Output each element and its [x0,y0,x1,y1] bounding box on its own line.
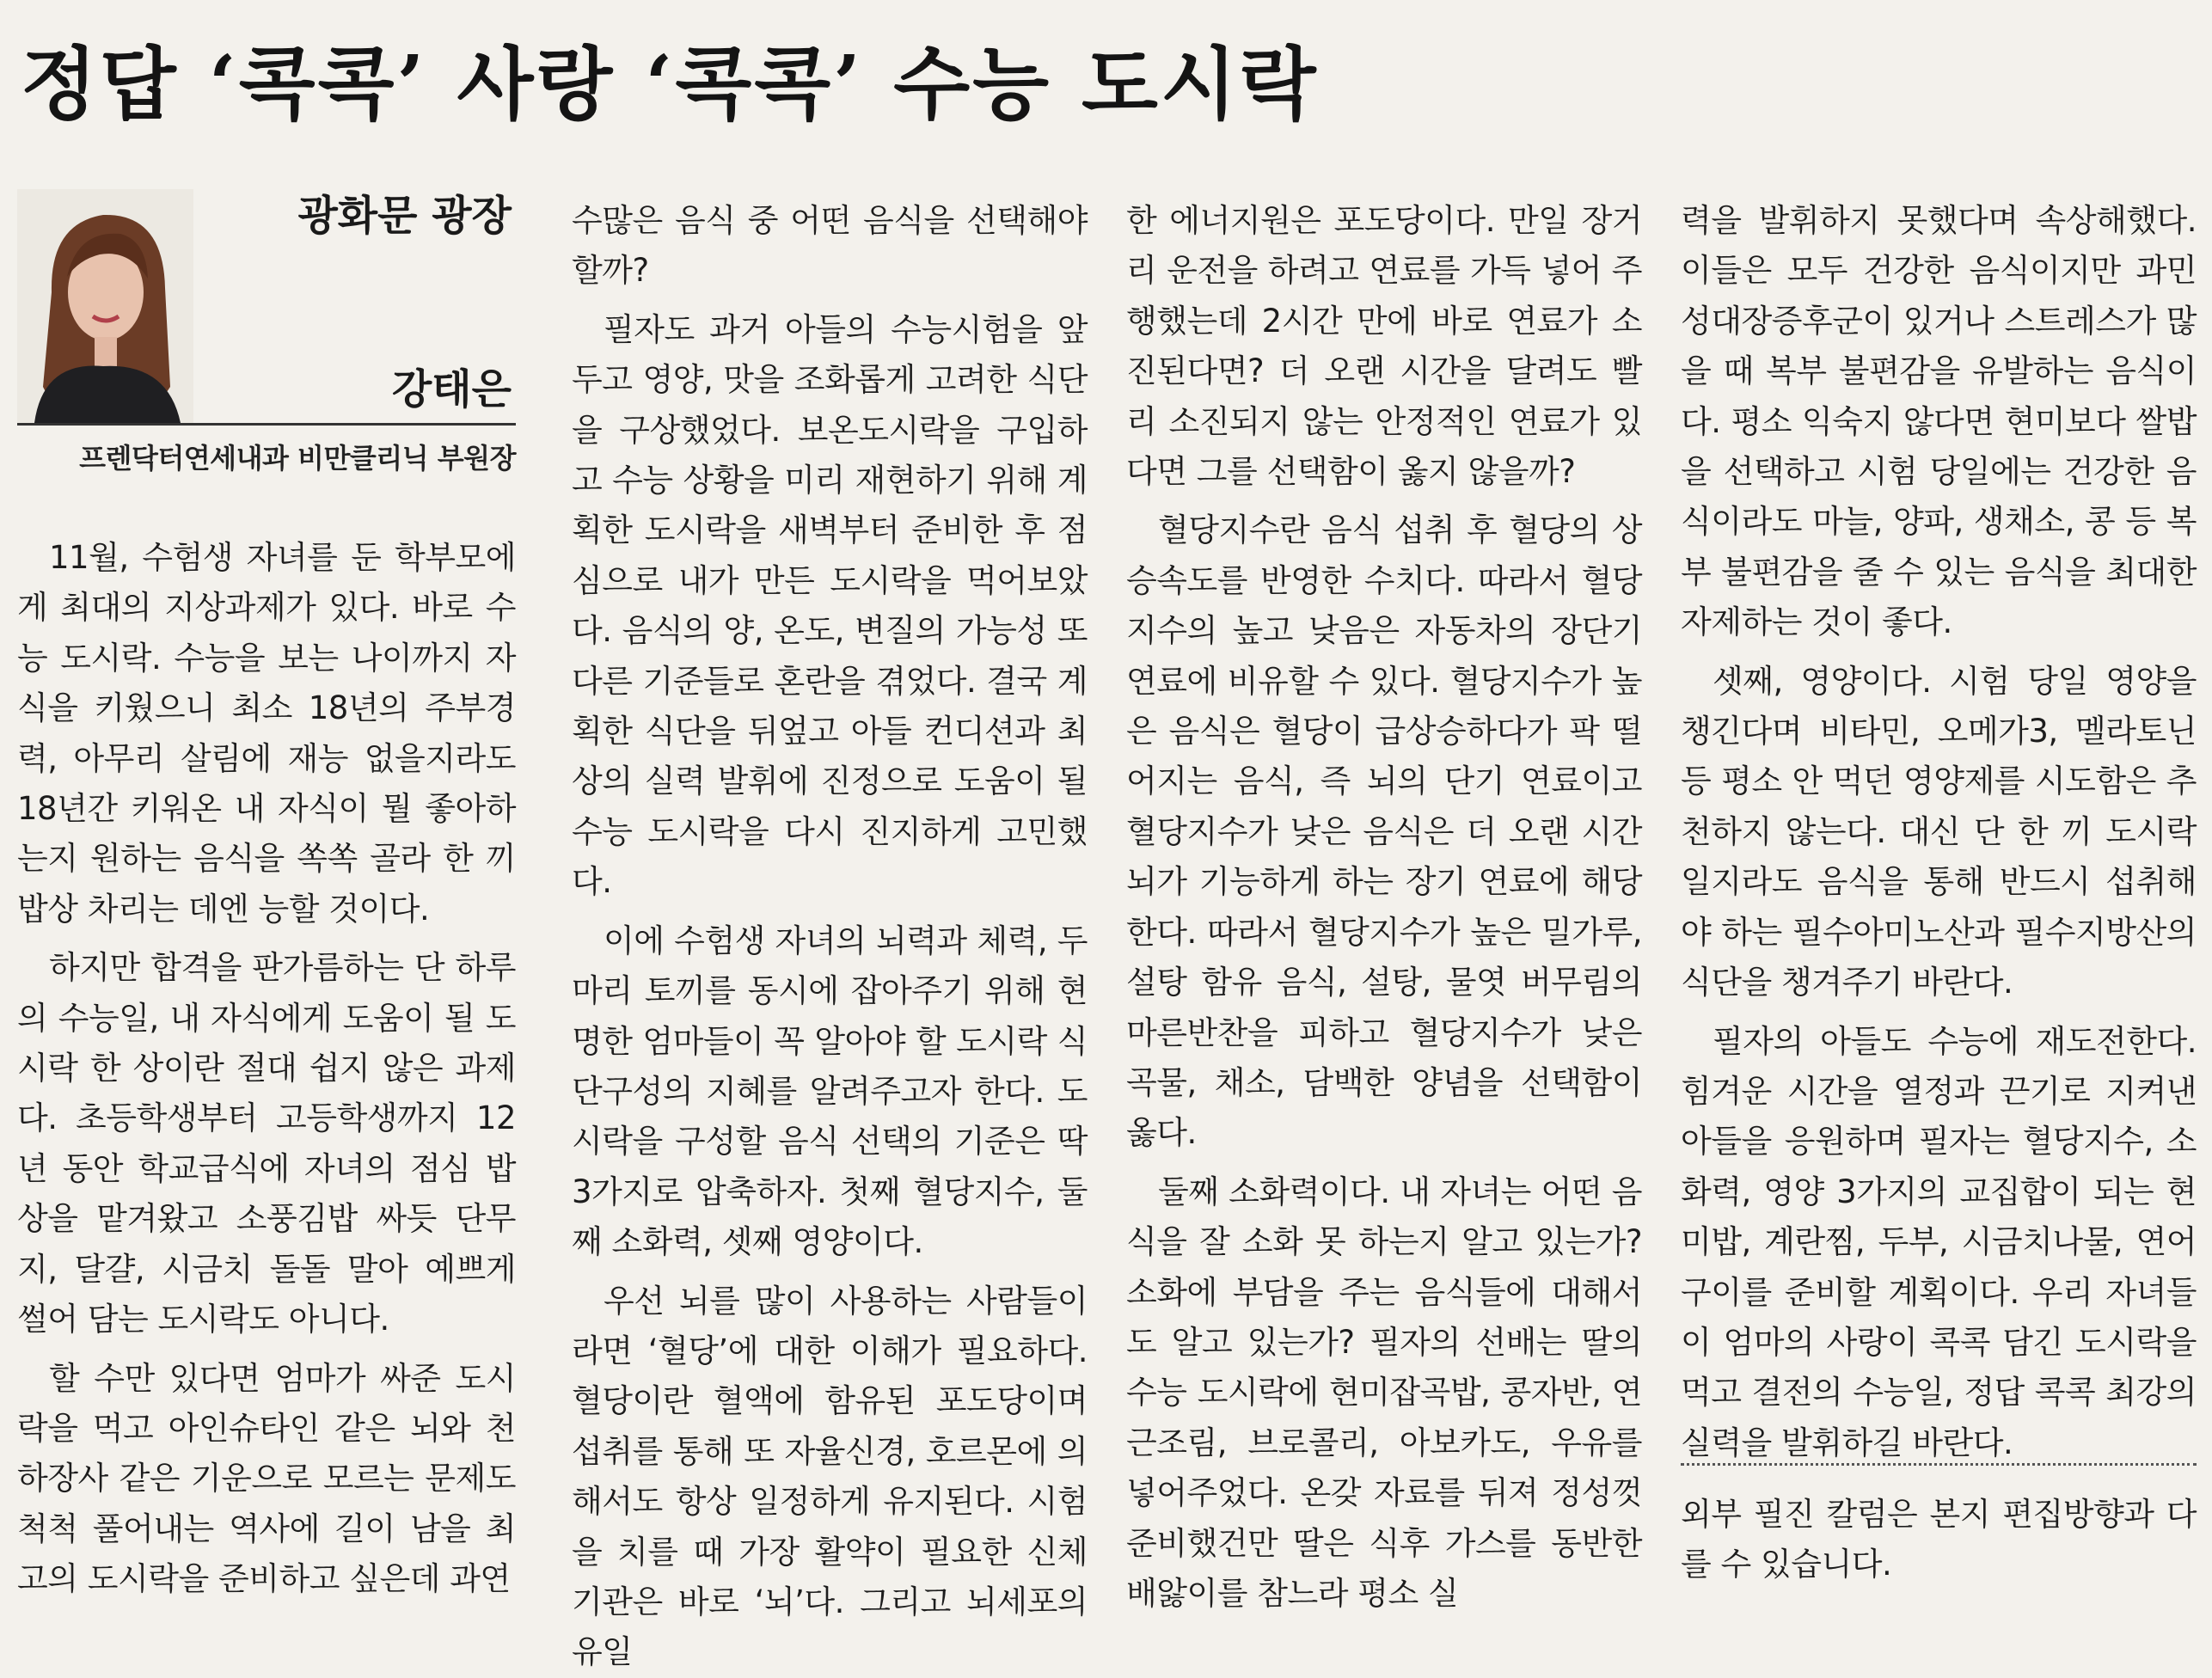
paragraph: 우선 뇌를 많이 사용하는 사람들이라면 ‘혈당’에 대한 이해가 필요하다. 혈당이란 혈액에 함유된 포도당이며 섭취를 통해 또 자율신경, 호르몬에 의해서도 항상 일정하게 유지된다. 시험을 치를 때 가장 활약이 필요한 신체 기관은 바로 ‘뇌’다. 그리고 뇌세포의 유일 [572,1282,1088,1671]
disclaimer-divider [1681,1463,2197,1466]
author-photo [17,189,193,423]
paragraph: 한 에너지원은 포도당이다. 만일 장거리 운전을 하려고 연료를 가득 넣어 주행했는데 2시간 만에 바로 연료가 소진된다면? 더 오랜 시간을 달려도 빨리 소진되지 않는 안정적인 연료가 있다면 그를 선택함이 옳지 않을까? [1126,202,1642,491]
paragraph: 둘째 소화력이다. 내 자녀는 어떤 음식을 잘 소화 못 하는지 알고 있는가? 소화에 부담을 주는 음식들에 대해서도 알고 있는가? 필자의 선배는 딸의 수능 도시락에 현미잡곡밥, 콩자반, 연근조림, 브로콜리, 아보카도, 우유를 넣어주었다. 온갖 자료를 뒤져 정성껏 준비했건만 딸은 식후 가스를 동반한 배앓이를 참느라 평소 실 [1126,1173,1642,1612]
author-title: 프렌닥터연세내과 비만클리닉 부원장 [79,442,516,475]
byline-divider [17,423,516,426]
article-column-4 [1681,196,2197,1468]
paragraph: 이에 수험생 자녀의 뇌력과 체력, 두 마리 토끼를 동시에 잡아주기 위해 현명한 엄마들이 꼭 알아야 할 도시락 식단구성의 지혜를 알려주고자 한다. 도시락을 구성할 음식 선택의 기준은 딱 3가지로 압축하자. 첫째 혈당지수, 둘째 소화력, 셋째 영양이다. [572,922,1088,1261]
headline: 정답 ‘콕콕’ 사랑 ‘콕콕’ 수능 도시락 [21,38,1319,131]
paragraph: 필자도 과거 아들의 수능시험을 앞두고 영양, 맛을 조화롭게 고려한 식단을 구상했었다. 보온도시락을 구입하고 수능 상황을 미리 재현하기 위해 계획한 도시락을 새벽부터 준비한 후 점심으로 내가 만든 도시락을 먹어보았다. 음식의 양, 온도, 변질의 가능성 또 다른 기준들로 혼란을 겪었다. 결국 계획한 식단을 뒤엎고 아들 컨디션과 최상의 실력 발휘에 진정으로 도움이 될 수능 도시락을 다시 진지하게 고민했다. [572,310,1088,901]
disclaimer: 외부 필진 칼럼은 본지 편집방향과 다를 수 있습니다. [1681,1496,2197,1583]
paragraph: 혈당지수란 음식 섭취 후 혈당의 상승속도를 반영한 수치다. 따라서 혈당지수의 높고 낮음은 자동차의 장단기 연료에 비유할 수 있다. 혈당지수가 높은 음식은 혈당이 급상승하다가 팍 떨어지는 음식, 즉 뇌의 단기 연료이고 혈당지수가 낮은 음식은 더 오랜 시간 뇌가 기능하게 하는 장기 연료에 해당한다. 따라서 혈당지수가 높은 밀가루, 설탕 함유 음식, 설탕, 물엿 버무림의 마른반찬을 피하고 혈당지수가 낮은 곡물, 채소, 담백한 양념을 선택함이 옳다. [1126,511,1642,1152]
paragraph: 력을 발휘하지 못했다며 속상해했다. 이들은 모두 건강한 음식이지만 과민성대장증후군이 있거나 스트레스가 많을 때 복부 불편감을 유발하는 음식이다. 평소 익숙지 않다면 현미보다 쌀밥을 선택하고 시험 당일에는 건강한 음식이라도 마늘, 양파, 생채소, 콩 등 복부 불편감을 줄 수 있는 음식을 최대한 자제하는 것이 좋다. [1681,202,2197,641]
paragraph: 11월, 수험생 자녀를 둔 학부모에게 최대의 지상과제가 있다. 바로 수능 도시락. 수능을 보는 나이까지 자식을 키웠으니 최소 18년의 주부경력, 아무리 살림에 재능 없을지라도 18년간 키워온 내 자식이 뭘 좋아하는지 원하는 음식을 쏙쏙 골라 한 끼 밥상 차리는 데엔 능할 것이다. [17,539,516,928]
paragraph: 필자의 아들도 수능에 재도전한다. 힘겨운 시간을 열정과 끈기로 지켜낸 아들을 응원하며 필자는 혈당지수, 소화력, 영양 3가지의 교집합이 되는 현미밥, 계란찜, 두부, 시금치나물, 연어구이를 준비할 계획이다. 우리 자녀들이 엄마의 사랑이 콕콕 담긴 도시락을 먹고 결전의 수능일, 정답 콕콕 최강의 실력을 발휘하길 바란다. [1681,1022,2197,1461]
article-column-2 [572,196,1088,1678]
article-column-1 [17,533,516,1605]
paragraph: 할 수만 있다면 엄마가 싸준 도시락을 먹고 아인슈타인 같은 뇌와 천하장사 같은 기운으로 모르는 문제도 척척 풀어내는 역사에 길이 남을 최고의 도시락을 준비하고 싶은데 과연 [17,1359,516,1598]
paragraph: 하지만 합격을 판가름하는 단 하루의 수능일, 내 자식에게 도움이 될 도시락 한 상이란 절대 쉽지 않은 과제다. 초등학생부터 고등학생까지 12년 동안 학교급식에 자녀의 점심 밥상을 맡겨왔고 소풍김밥 싸듯 단무지, 달걀, 시금치 돌돌 말아 예쁘게 썰어 담는 도시락도 아니다. [17,949,516,1338]
author-portrait-illustration [17,189,193,423]
author-name: 강태은 [391,365,512,413]
article-column-3 [1126,196,1642,1619]
paragraph: 수많은 음식 중 어떤 음식을 선택해야 할까? [572,202,1088,290]
column-name: 광화문 광장 [297,192,512,240]
paragraph: 셋째, 영양이다. 시험 당일 영양을 챙긴다며 비타민, 오메가3, 멜라토닌 등 평소 안 먹던 영양제를 시도함은 추천하지 않는다. 대신 단 한 끼 도시락일지라도 음식을 통해 반드시 섭취해야 하는 필수아미노산과 필수지방산의 식단을 챙겨주기 바란다. [1681,662,2197,1001]
